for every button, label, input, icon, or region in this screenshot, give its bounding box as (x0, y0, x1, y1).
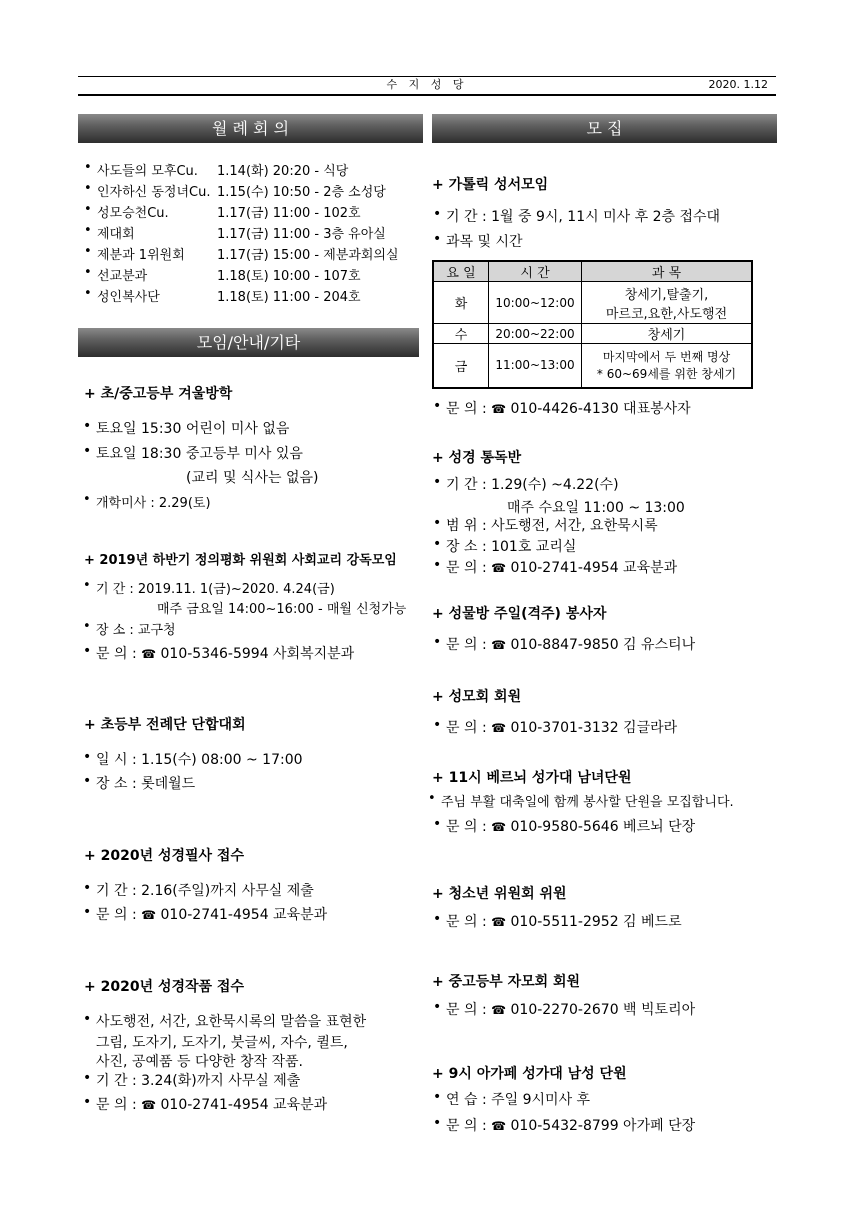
contact-line: • 문 의 : ☎ 010-5346-5994 사회복지분과 (96, 643, 354, 663)
table-cell: 10:00~12:00 (489, 282, 582, 324)
note-text: (교리 및 식사는 없음) (186, 470, 319, 486)
meeting-name: 선교분과 (97, 269, 148, 284)
phone-icon: ☎ (491, 402, 507, 416)
list-item: • 토요일 18:30 중고등부 미사 있음 (96, 443, 303, 463)
contact-line: • 문 의 : ☎ 010-5432-8799 아가페 단장 (446, 1115, 695, 1135)
phone-icon: ☎ (491, 721, 507, 735)
meeting-name: 성인복사단 (97, 290, 160, 305)
table-header: 요 일 (433, 261, 489, 282)
contact-line: • 문 의 : ☎ 010-2270-2670 백 빅토리아 (446, 999, 695, 1019)
meeting-time: 1.15(수) 10:50 - 2층 소성당 (217, 185, 386, 200)
list-item: • 주님 부활 대축일에 함께 봉사할 단원을 모집합니다. (441, 791, 734, 810)
list-item: • 장 소 : 101호 교리실 (446, 536, 576, 556)
list-item (97, 244, 417, 263)
table-cell: 화 (433, 282, 489, 324)
section-title: + 2020년 성경작품 접수 (84, 979, 244, 995)
meeting-name: 사도들의 모후Cu. (97, 164, 198, 179)
recruit-header: 모 집 (432, 114, 777, 143)
section-title: + 2019년 하반기 정의평화 위원회 사회교리 강독모임 (84, 553, 397, 568)
table-header: 시 간 (489, 261, 582, 282)
meeting-name: 제대회 (97, 227, 135, 242)
phone-icon: ☎ (491, 915, 507, 929)
list-item: • 일 시 : 1.15(수) 08:00 ~ 17:00 (96, 749, 303, 769)
bulletin-date: 2020. 1.12 (708, 78, 768, 91)
list-item (97, 181, 417, 200)
list-item (97, 202, 417, 221)
phone-icon: ☎ (491, 561, 507, 575)
list-item-cont: 사진, 공예품 등 다양한 창작 작품. (96, 1054, 303, 1070)
list-item: • 과목 및 시간 (446, 231, 523, 251)
list-item: • 범 위 : 사도행전, 서간, 요한묵시록 (446, 515, 658, 535)
contact-line: • 문 의 : ☎ 010-2741-4954 교육분과 (96, 904, 327, 924)
page-header (78, 76, 776, 96)
meeting-time: 1.17(금) 15:00 - 제분과회의실 (217, 248, 399, 263)
phone-icon: ☎ (491, 820, 507, 834)
table-row (433, 282, 752, 324)
meeting-time: 1.17(금) 11:00 - 3층 유아실 (217, 227, 386, 242)
list-item: • 장 소 : 롯데월드 (96, 773, 195, 793)
phone-icon: ☎ (491, 638, 507, 652)
section-title: + 성경 통독반 (432, 450, 522, 466)
table-cell: 창세기 (582, 324, 753, 344)
list-item: • 사도행전, 서간, 요한묵시록의 말씀을 표현한 (96, 1011, 366, 1031)
contact-line: • 문 의 : ☎ 010-4426-4130 대표봉사자 (446, 398, 691, 418)
note-text: 매주 수요일 11:00 ~ 13:00 (507, 500, 685, 516)
section-title: + 9시 아가페 성가대 남성 단원 (432, 1066, 627, 1082)
phone-icon: ☎ (141, 908, 157, 922)
section-title: + 초/중고등부 겨울방학 (84, 386, 233, 402)
section-title: + 11시 베르뇌 성가대 남녀단원 (432, 770, 632, 786)
list-item-cont: 그림, 도자기, 도자기, 붓글씨, 자수, 퀼트, (96, 1035, 348, 1051)
monthly-meetings-header: 월 례 회 의 (78, 114, 423, 143)
section-title: + 청소년 위원회 위원 (432, 886, 567, 902)
list-item: • 개학미사 : 2.29(토) (96, 492, 211, 511)
list-item (97, 286, 417, 305)
list-item (97, 160, 417, 179)
list-item: • 기 간 : 2019.11. 1(금)~2020. 4.24(금) (96, 578, 335, 597)
table-cell: 11:00~13:00 (489, 344, 582, 388)
section-title: + 가톨릭 성서모임 (432, 177, 549, 193)
phone-icon: ☎ (491, 1119, 507, 1133)
contact-line: • 문 의 : ☎ 010-2741-4954 교육분과 (446, 557, 677, 577)
list-item: • 기 간 : 1월 중 9시, 11시 미사 후 2층 접수대 (446, 206, 720, 226)
schedule-table (432, 260, 753, 389)
list-item: • 기 간 : 2.16(주일)까지 사무실 제출 (96, 880, 314, 900)
contact-line: • 문 의 : ☎ 010-5511-2952 김 베드로 (446, 911, 682, 931)
parish-title: 수 지 성 당 (386, 78, 468, 91)
table-cell: 수 (433, 324, 489, 344)
list-item: • 연 습 : 주일 9시미사 후 (446, 1089, 590, 1109)
table-cell: 마지막에서 두 번째 명상 * 60~69세를 위한 창세기 (582, 344, 753, 388)
table-cell: 창세기,탈출기, 마르코,요한,사도행전 (582, 282, 753, 324)
table-cell: 금 (433, 344, 489, 388)
phone-icon: ☎ (491, 1003, 507, 1017)
section-title: + 초등부 전례단 단합대회 (84, 717, 246, 733)
section-title: + 성모회 회원 (432, 689, 522, 705)
section-title: + 2020년 성경필사 접수 (84, 848, 244, 864)
meeting-time: 1.18(토) 11:00 - 204호 (217, 290, 361, 305)
list-item: • 기 간 : 3.24(화)까지 사무실 제출 (96, 1070, 300, 1090)
section-title: + 중고등부 자모회 회원 (432, 974, 581, 990)
phone-icon: ☎ (141, 1098, 157, 1112)
contact-line: • 문 의 : ☎ 010-2741-4954 교육분과 (96, 1094, 327, 1114)
meeting-name: 인자하신 동정녀Cu. (97, 185, 211, 200)
table-row (433, 344, 752, 388)
section-title: + 성물방 주일(격주) 봉사자 (432, 606, 607, 622)
contact-line: • 문 의 : ☎ 010-9580-5646 베르뇌 단장 (446, 816, 695, 836)
meeting-time: 1.14(화) 20:20 - 식당 (217, 164, 349, 179)
list-item: • 토요일 15:30 어린이 미사 없음 (96, 418, 289, 438)
list-item (97, 223, 417, 242)
list-item: • 기 간 : 1.29(수) ~4.22(수) (446, 474, 619, 494)
contact-line: • 문 의 : ☎ 010-8847-9850 김 유스티나 (446, 634, 695, 654)
contact-line: • 문 의 : ☎ 010-3701-3132 김글라라 (446, 717, 677, 737)
meeting-time: 1.18(토) 10:00 - 107호 (217, 269, 361, 284)
table-header-row (433, 261, 752, 282)
meeting-name: 제분과 1위원회 (97, 248, 185, 263)
phone-icon: ☎ (141, 647, 157, 661)
note-text: 매주 금요일 14:00~16:00 - 매월 신청가능 (157, 602, 407, 617)
misc-header: 모임/안내/기타 (78, 328, 419, 357)
meeting-time: 1.17(금) 11:00 - 102호 (217, 206, 361, 221)
table-row (433, 324, 752, 344)
meeting-name: 성모승천Cu. (97, 206, 169, 221)
list-item: • 장 소 : 교구청 (96, 619, 176, 638)
table-cell: 20:00~22:00 (489, 324, 582, 344)
table-header: 과 목 (582, 261, 753, 282)
list-item (97, 265, 417, 284)
